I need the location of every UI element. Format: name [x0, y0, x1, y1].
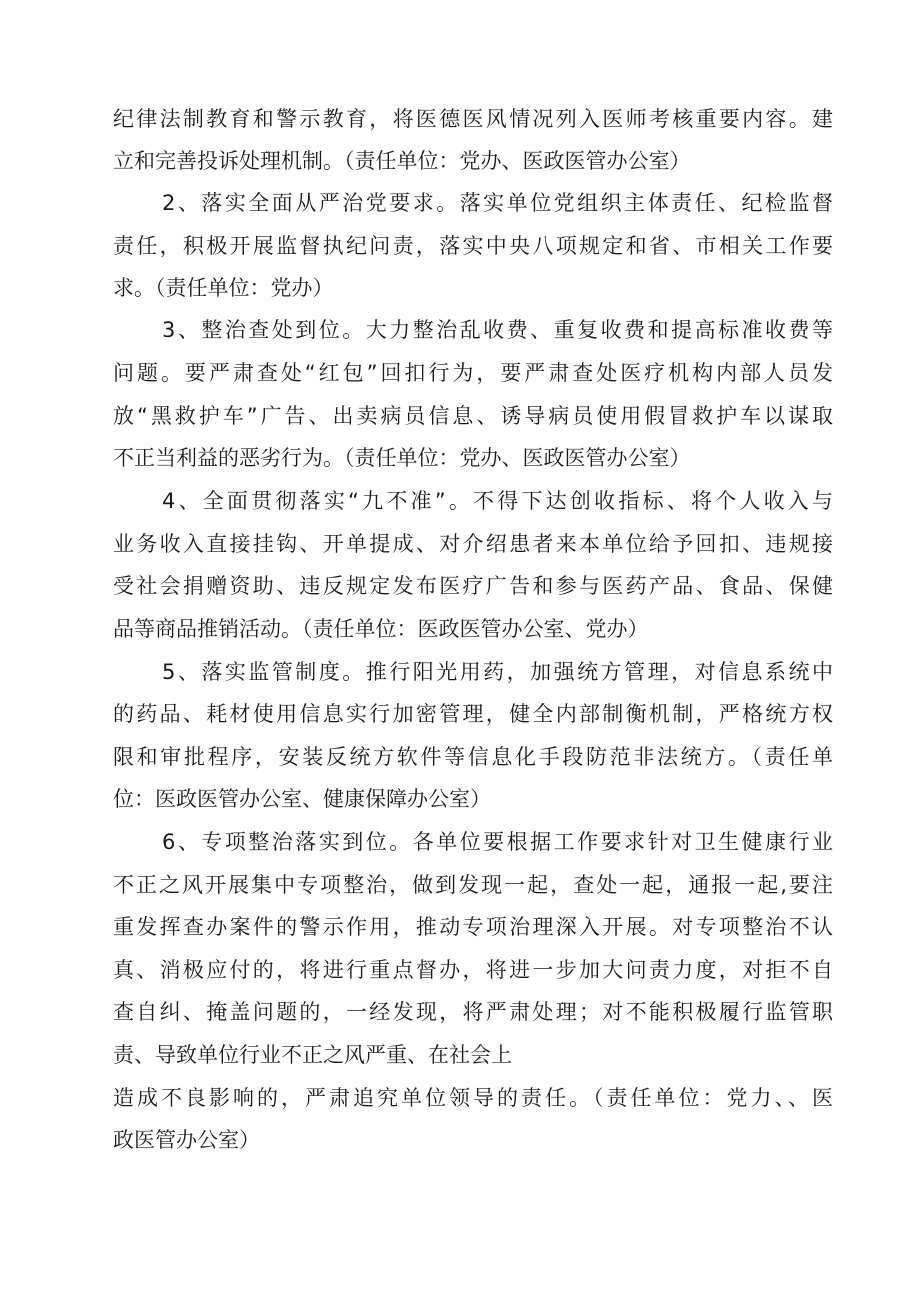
text-line: 业务收入直接挂钩、开单提成、对介绍患者来本单位给予回扣、违规接 [113, 532, 833, 556]
text-line: 品等商品推销活动。（责任单位：医政医管办公室、党办） [113, 617, 649, 641]
paragraph-5-start: 5、落实监管制度。推行阳光用药，加强统方管理，对信息系统中 [162, 660, 833, 684]
text-line: 不正之风开展集中专项整治，做到发现一起，查处一起，通报一起,要注 [113, 873, 833, 897]
text-line: 责、导致单位行业不正之风严重、在社会上 [113, 1043, 512, 1067]
text-line: 不正当利益的恶劣行为。（责任单位：党办、医政医管办公室） [113, 446, 691, 470]
text-line: 位：医政医管办公室、健康保障办公室） [113, 787, 491, 811]
paragraph-6-start: 6、专项整治落实到位。各单位要根据工作要求针对卫生健康行业 [162, 830, 833, 854]
paragraph-3-start: 3、整治查处到位。大力整治乱收费、重复收费和提高标准收费等 [162, 318, 833, 342]
text-line: 问题。要严肃查处“红包”回扣行为，要严肃查处医疗机构内部人员发 [113, 361, 833, 385]
text-line: 真、消极应付的，将进行重点督办，将进一步加大问责力度，对拒不自 [113, 958, 833, 982]
text-line: 政医管办公室） [113, 1128, 260, 1152]
text-line: 立和完善投诉处理机制。（责任单位：党办、医政医管办公室） [113, 149, 691, 173]
paragraph-4-start: 4、全面贯彻落实“九不准”。不得下达创收指标、将个人收入与 [162, 489, 833, 513]
text-line: 求。（责任单位：党办） [113, 276, 334, 300]
text-line: 放“黑救护车”广告、出卖病员信息、诱导病员使用假冒救护车以谋取 [113, 404, 833, 428]
text-line: 纪律法制教育和警示教育，将医德医风情况列入医师考核重要内容。建 [113, 107, 833, 131]
text-line: 限和审批程序，安装反统方软件等信息化手段防范非法统方。（责任单 [113, 745, 833, 769]
paragraph-2-start: 2、落实全面从严治党要求。落实单位党组织主体责任、纪检监督 [162, 191, 833, 215]
text-line: 查自纠、掩盖问题的，一经发现，将严肃处理；对不能积极履行监管职 [113, 1000, 833, 1024]
text-line: 受社会捐赠资助、违反规定发布医疗广告和参与医药产品、食品、保健 [113, 574, 833, 598]
text-line: 的药品、耗材使用信息实行加密管理，健全内部制衡机制，严格统方权 [113, 702, 833, 726]
text-line: 造成不良影响的，严肃追究单位领导的责任。（责任单位：党力、、医 [113, 1086, 833, 1110]
text-line: 责任，积极开展监督执纪问责，落实中央八项规定和省、市相关工作要 [113, 234, 833, 258]
text-line: 重发挥查办案件的警示作用，推动专项治理深入开展。对专项整治不认 [113, 915, 833, 939]
